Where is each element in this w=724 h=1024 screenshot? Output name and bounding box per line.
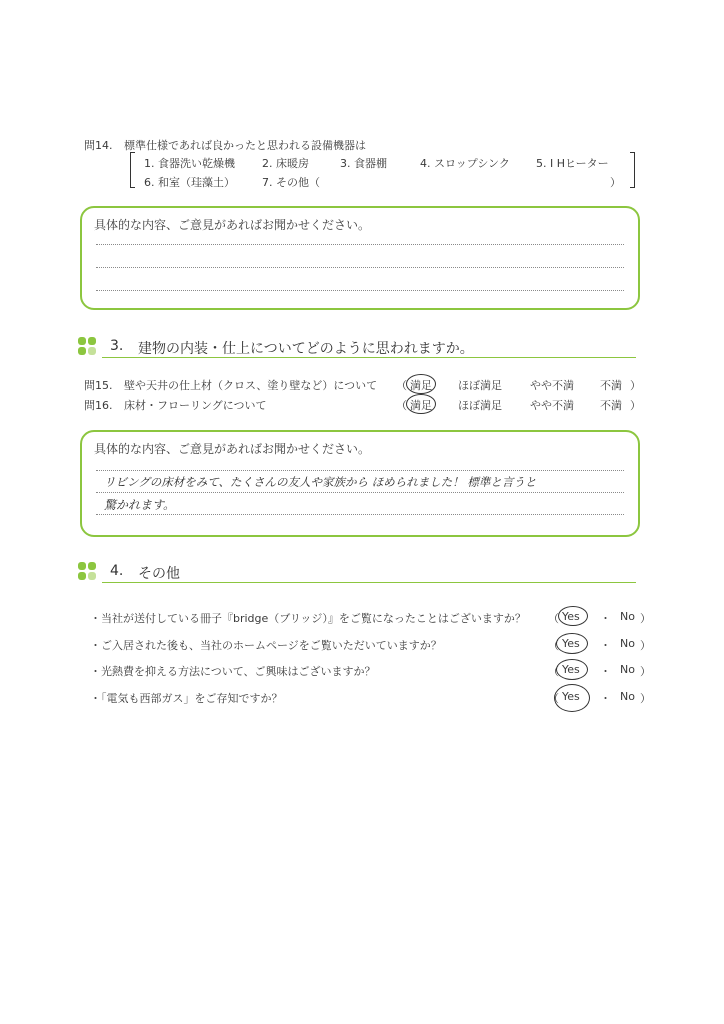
q4-2-close: ） bbox=[640, 639, 651, 652]
q14-option-5[interactable]: 5. I Hヒーター bbox=[536, 157, 609, 170]
q15-selection-circle bbox=[406, 374, 436, 394]
comment-box-2-prompt: 具体的な内容、ご意見があればお聞かせください。 bbox=[94, 442, 371, 456]
q4-2-text: ・ご入居された後も、当社のホームページをご覧いただいていますか？ bbox=[90, 639, 442, 652]
handwritten-answer-line-2: 驚かれます。 bbox=[104, 498, 176, 512]
q4-1-no[interactable]: No bbox=[620, 610, 635, 623]
section-4-number: 4. bbox=[110, 563, 124, 579]
q4-4-selection-circle bbox=[554, 684, 590, 712]
q4-1-sep: ・ bbox=[600, 612, 611, 625]
q15-question: 壁や天井の仕上材（クロス、塗り壁など）について bbox=[124, 379, 378, 392]
section-3-title: 建物の内装・仕上についてどのように思われますか。 bbox=[138, 341, 474, 357]
q4-4-close: ） bbox=[640, 692, 651, 705]
section-4-title: その他 bbox=[138, 566, 180, 582]
comment-box-1[interactable] bbox=[80, 206, 640, 310]
q4-4-yes[interactable]: Yes bbox=[562, 690, 580, 703]
q15-label: 問15. bbox=[84, 379, 113, 392]
q14-right-bracket bbox=[630, 152, 635, 188]
q4-1-selection-circle bbox=[558, 606, 588, 626]
q4-2-yes[interactable]: Yes bbox=[562, 637, 580, 650]
q4-4-no[interactable]: No bbox=[620, 690, 635, 703]
q4-3-selection-circle bbox=[556, 659, 588, 680]
q16-choice-dissatisfied[interactable]: 不満 bbox=[600, 399, 622, 412]
comment-line bbox=[96, 514, 624, 515]
q14-option-4[interactable]: 4. スロップシンク bbox=[420, 157, 510, 170]
q14-other-close: ） bbox=[610, 176, 621, 189]
q15-choice-mostly-satisfied[interactable]: ほぼ満足 bbox=[458, 379, 502, 392]
comment-box-1-prompt: 具体的な内容、ご意見があればお聞かせください。 bbox=[94, 218, 371, 232]
q14-option-6[interactable]: 6. 和室（珪藻土） bbox=[144, 176, 235, 189]
q15-choice-dissatisfied[interactable]: 不満 bbox=[600, 379, 622, 392]
comment-line bbox=[96, 492, 624, 493]
q14-left-bracket bbox=[130, 152, 135, 188]
q4-2-open: （ bbox=[548, 639, 559, 652]
q4-2-sep: ・ bbox=[600, 639, 611, 652]
q14-label: 問14. bbox=[84, 139, 113, 152]
q16-label: 問16. bbox=[84, 399, 113, 412]
q14-option-1[interactable]: 1. 食器洗い乾燥機 bbox=[144, 157, 235, 170]
q15-choice-satisfied[interactable]: 満足 bbox=[410, 379, 432, 392]
comment-line bbox=[96, 244, 624, 245]
q16-choice-mostly-satisfied[interactable]: ほぼ満足 bbox=[458, 399, 502, 412]
q16-choice-satisfied[interactable]: 満足 bbox=[410, 399, 432, 412]
q4-1-text: ・当社が送付している冊子『bridge（ブリッジ）』をご覧になったことはございますか？ bbox=[90, 612, 526, 625]
q4-3-close: ） bbox=[640, 665, 651, 678]
q4-3-yes[interactable]: Yes bbox=[562, 663, 580, 676]
q4-4-sep: ・ bbox=[600, 692, 611, 705]
q4-1-close: ） bbox=[640, 612, 651, 625]
q4-2-no[interactable]: No bbox=[620, 637, 635, 650]
comment-box-2[interactable] bbox=[80, 430, 640, 537]
q4-4-open: （ bbox=[548, 692, 559, 705]
q15-close-paren: ） bbox=[630, 379, 641, 392]
comment-line bbox=[96, 267, 624, 268]
q16-close-paren: ） bbox=[630, 399, 641, 412]
q16-choice-slightly-dissatisfied[interactable]: やや不満 bbox=[530, 399, 574, 412]
q14-option-7[interactable]: 7. その他（ bbox=[262, 176, 320, 189]
comment-line bbox=[96, 290, 624, 291]
q4-1-yes[interactable]: Yes bbox=[562, 610, 580, 623]
q4-1-open: （ bbox=[548, 612, 559, 625]
q4-3-open: （ bbox=[548, 665, 559, 678]
q16-open-paren: （ bbox=[396, 399, 407, 412]
q16-question: 床材・フローリングについて bbox=[124, 399, 267, 412]
q14-question: 標準仕様であれば良かったと思われる設備機器は bbox=[124, 139, 366, 152]
handwritten-answer-line-1: リビングの床材をみて、たくさんの友人や家族から ほめられました！ 標準と言うと bbox=[104, 475, 537, 489]
q4-3-no[interactable]: No bbox=[620, 663, 635, 676]
section-3-number: 3. bbox=[110, 338, 124, 354]
q4-3-sep: ・ bbox=[600, 665, 611, 678]
q16-selection-circle bbox=[406, 394, 436, 414]
q15-open-paren: （ bbox=[396, 379, 407, 392]
section-3-rule bbox=[102, 357, 636, 358]
q15-choice-slightly-dissatisfied[interactable]: やや不満 bbox=[530, 379, 574, 392]
clover-icon bbox=[78, 337, 100, 357]
q4-4-text: ・「電気も西部ガス」をご存知ですか？ bbox=[90, 692, 283, 705]
section-4-rule bbox=[102, 582, 636, 583]
q14-option-3[interactable]: 3. 食器棚 bbox=[340, 157, 387, 170]
q14-option-2[interactable]: 2. 床暖房 bbox=[262, 157, 309, 170]
q4-3-text: ・光熱費を抑える方法について、ご興味はございますか？ bbox=[90, 665, 376, 678]
clover-icon bbox=[78, 562, 100, 582]
comment-line bbox=[96, 470, 624, 471]
q4-2-selection-circle bbox=[556, 633, 588, 654]
